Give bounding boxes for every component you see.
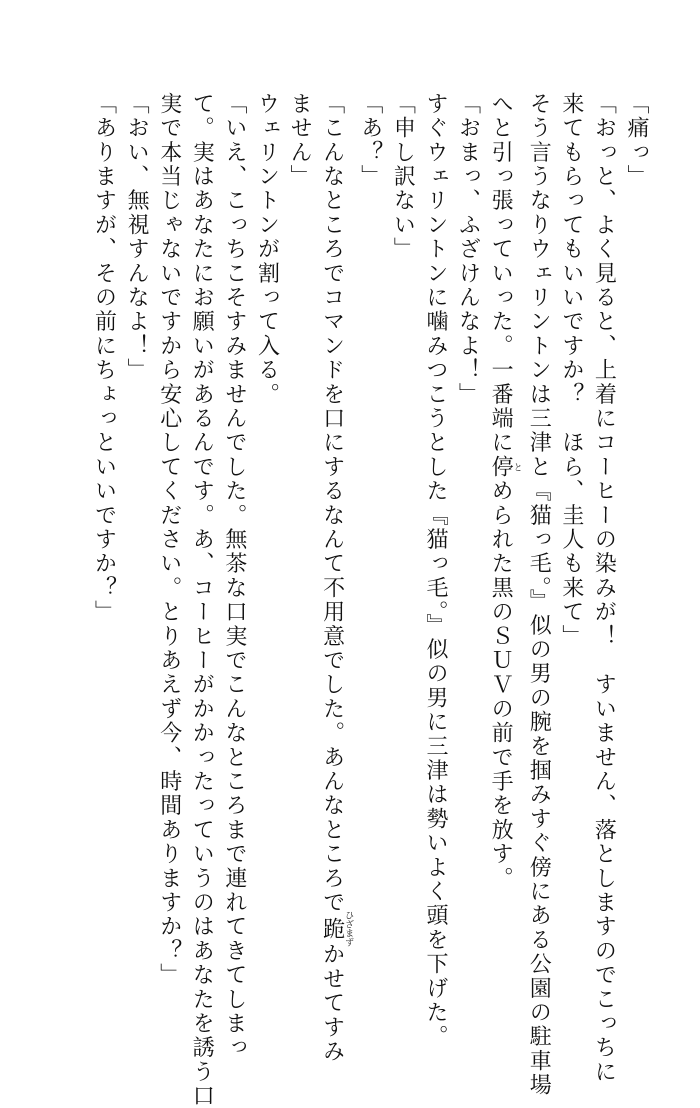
text-line: そう言うなりウェリントンは三津と『猫っ毛。』似の男の腕を掴みすぐ傍にある公園の駐車場 [526, 92, 552, 1098]
text-line: 実で本当じゃないですから安心してください。とりあえず今、時間ありますか？」 [156, 92, 182, 988]
text-line: 「いえ、こっちこそすみませんでした。無茶な口実でこんなところまで連れてきてしまっ [221, 92, 247, 1060]
text-line: 来てもらってもいいですか？ ほら、圭人も来て」 [558, 92, 584, 649]
text-line-with-ruby [315, 92, 354, 1064]
ruby-reading: と [511, 455, 522, 480]
vertical-text-block [87, 92, 652, 1108]
text-segment: められた黒のＳＵＶの前で手を放す。 [488, 479, 514, 891]
ruby-base: 跪 [319, 910, 345, 947]
text-segment: へと引っ張っていった。一番端に [488, 92, 514, 455]
ruby-base: 停 [488, 455, 514, 480]
ruby-annotation [488, 455, 522, 480]
text-segment: 「こんなところでコマンドを口にするなんて不用意でした。あんなところで [319, 92, 345, 915]
text-line: すぐウェリントンに噛みつこうとした『猫っ毛。』似の男に三津は勢いよく頭を下げた。 [422, 92, 448, 1049]
text-line: 「申し訳ない」 [390, 92, 416, 262]
text-line: 「あ？」 [357, 92, 383, 189]
text-line: 「おまっ、ふざけんなよ！」 [455, 92, 481, 407]
ruby-reading: ひざまず [343, 910, 354, 947]
text-line: 「おい、無視すんなよ！」 [124, 92, 150, 383]
ruby-annotation [319, 910, 354, 947]
text-line: 「痛っ」 [624, 92, 649, 189]
text-line: ません」 [287, 92, 313, 189]
text-line: 「おっと、よく見ると、上着にコーヒーの染みが！ すいません、落としますのでこっちに [591, 92, 617, 1085]
text-line: ウェリントンが割って入る。 [254, 92, 280, 407]
text-line: て。実はあなたにお願いがあるんです。あ、コーヒーがかかったっていうのはあなたを誘う口 [189, 92, 215, 1108]
text-segment: かせてすみ [319, 942, 345, 1064]
text-line-with-ruby [484, 92, 522, 982]
text-line: 「ありますが、その前にちょっといいですか？」 [91, 92, 117, 625]
